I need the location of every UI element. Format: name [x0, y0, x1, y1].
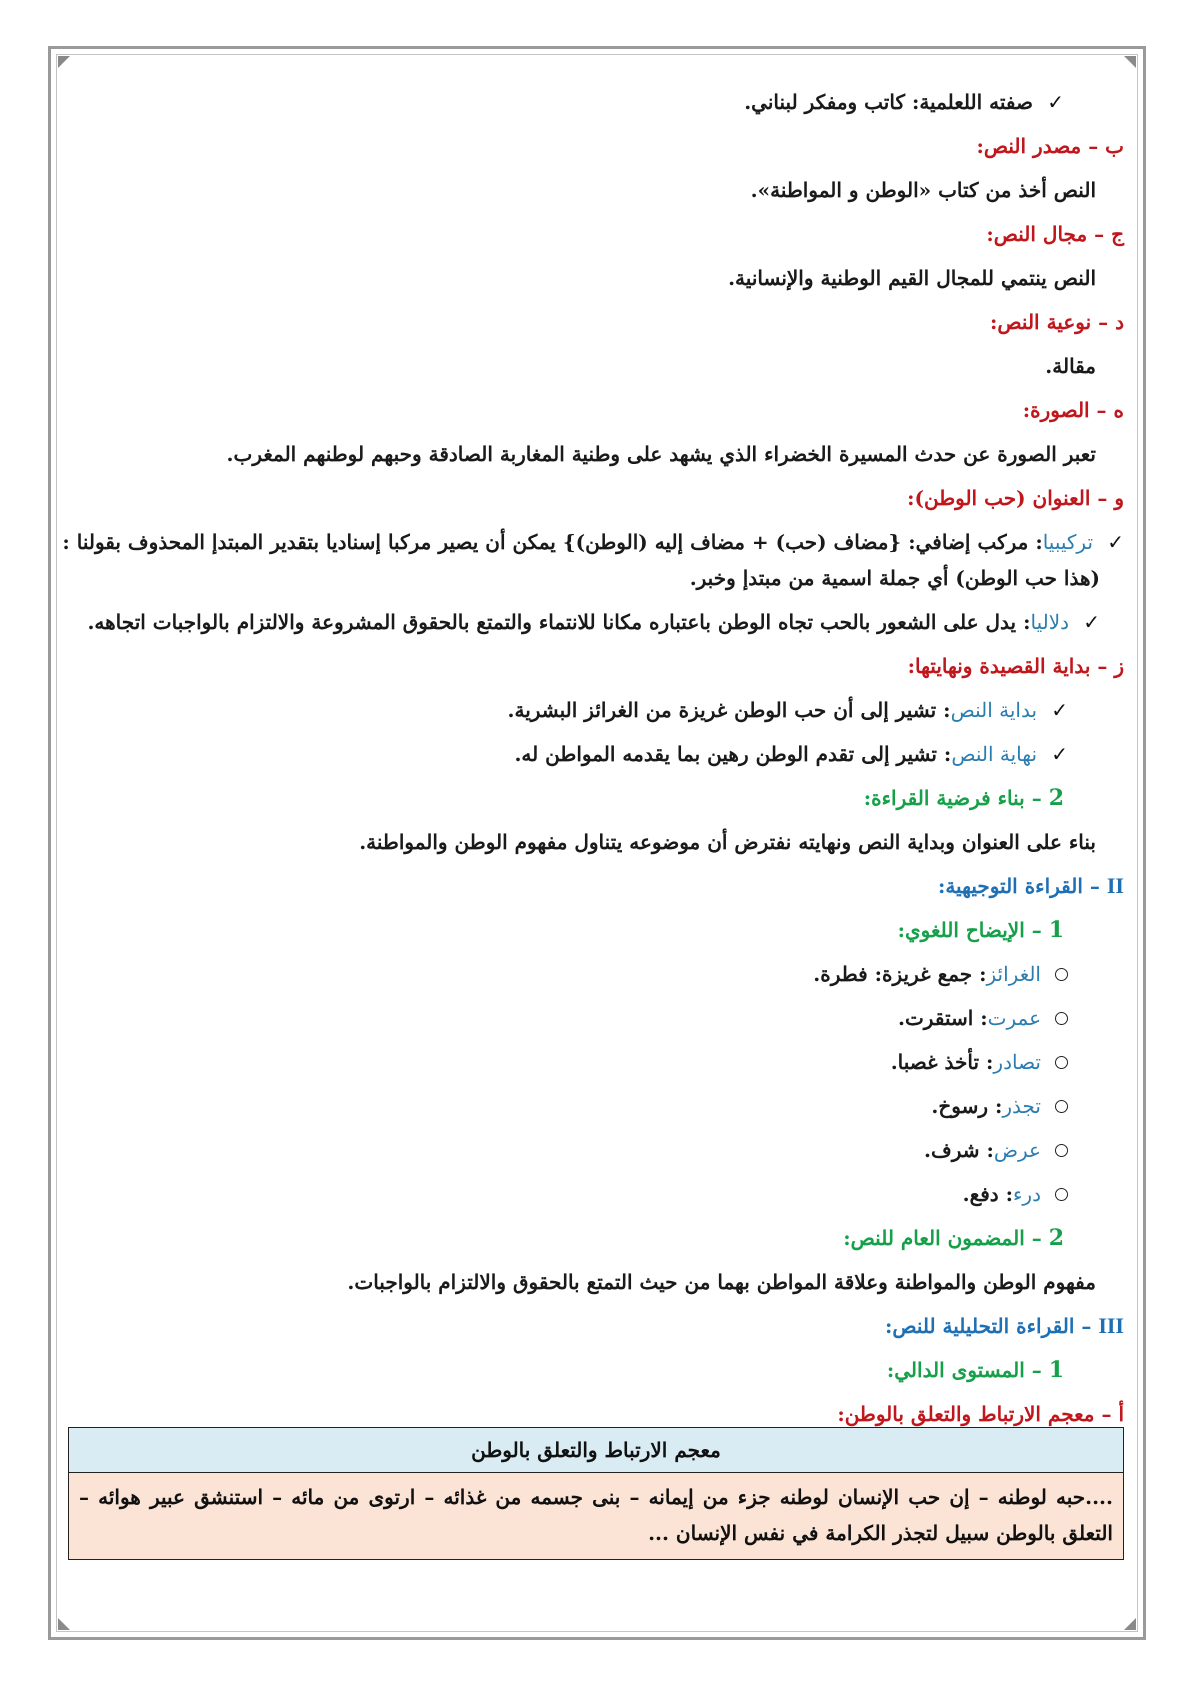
structural-label: تركيبيا [1042, 530, 1094, 554]
image-text: تعبر الصورة عن حدث المسيرة الخضراء الذي يشهد على وطنية المغاربة الصادقة وحبهم لوطنهم المغرب. [226, 442, 1096, 466]
check-icon: ✓ [1083, 610, 1100, 634]
text-start-text: : تشير إلى أن حب الوطن غريزة من الغرائز البشرية. [507, 698, 951, 722]
glossary-term: تصادر [993, 1050, 1041, 1074]
bullet-circle-icon [1055, 1056, 1068, 1069]
lexicon-table-cell: ....حبه لوطنه – إن حب الإنسان لوطنه جزء من إيمانه – بنى جسمه من غذائه – ارتوى من مائه – استنشق عبير هوائه – التعلق بالوطن سبيل لتجذر الكرامة في نفس الإنسان ... [69, 1473, 1123, 1559]
glossary-definition: : جمع غريزة: فطرة. [813, 962, 987, 986]
author-quality-text: صفته اللعلمية: كاتب ومفكر لبناني. [744, 90, 1034, 114]
text-end-text: : تشير إلى تقدم الوطن رهين بما يقدمه المواطن له. [514, 742, 952, 766]
section-numeral: II [1106, 873, 1124, 898]
structural-text: : مركب إضافي: {مضاف (حب) + مضاف إليه (الوطن)} يمكن أن يصير مركبا إسناديا بتقدير المبتدإ المحذوف بقولنا : [62, 530, 1043, 554]
section-number: 1 [1048, 917, 1064, 943]
semantic-text: : يدل على الشعور بالحب تجاه الوطن باعتباره مكانا للانتماء والتمتع بالحقوق المشروعة والالتزام بالواجبات اتجاهه. [87, 610, 1031, 634]
glossary-item [68, 1180, 1124, 1208]
glossary-item [68, 1048, 1124, 1076]
bullet-circle-icon [1055, 1100, 1068, 1113]
text-start-label: بداية النص [950, 698, 1038, 722]
glossary-item [68, 1092, 1124, 1120]
general-content-heading [68, 1224, 1124, 1252]
lexical-heading [68, 916, 1124, 944]
corner-ornament [58, 1618, 70, 1630]
hypothesis-heading [68, 784, 1124, 812]
section-number: 2 [1048, 785, 1064, 811]
lexicon-table-header: معجم الارتباط والتعلق بالوطن [69, 1428, 1123, 1473]
semantic-level-heading [68, 1356, 1124, 1384]
corner-ornament [1124, 1618, 1136, 1630]
hypothesis-title: – بناء فرضية القراءة: [863, 786, 1042, 810]
semantic-analysis-line [68, 608, 1124, 636]
guided-reading-title: – القراءة التوجيهية: [937, 874, 1100, 898]
lexicon-heading: أ – معجم الارتباط والتعلق بالوطن: [837, 1402, 1124, 1426]
glossary-definition: : استقرت. [898, 1006, 988, 1030]
glossary-item [68, 1004, 1124, 1032]
analytical-reading-heading [68, 1312, 1124, 1340]
document-body [62, 88, 1124, 1444]
analytical-reading-title: – القراءة التحليلية للنص: [884, 1314, 1092, 1338]
glossary-term: عمرت [987, 1006, 1041, 1030]
section-numeral: III [1098, 1313, 1124, 1338]
source-heading: ب – مصدر النص: [976, 134, 1124, 158]
bullet-circle-icon [1055, 968, 1068, 981]
type-heading: د – نوعية النص: [990, 310, 1124, 334]
field-text: النص ينتمي للمجال القيم الوطنية والإنسانية. [728, 266, 1096, 290]
guided-reading-heading [68, 872, 1124, 900]
bullet-circle-icon [1055, 1188, 1068, 1201]
check-icon: ✓ [1051, 698, 1068, 722]
text-start-line [68, 696, 1124, 724]
glossary-definition: : دفع. [962, 1182, 1014, 1206]
glossary-term: الغرائز [986, 962, 1041, 986]
glossary-term: تجذر [1002, 1094, 1041, 1118]
corner-ornament [1124, 56, 1136, 68]
lexical-title: – الإيضاح اللغوي: [897, 918, 1042, 942]
hypothesis-text: بناء على العنوان وبداية النص ونهايته نفترض أن موضوعه يتناول مفهوم الوطن والمواطنة. [359, 830, 1096, 854]
glossary-term: درء [1013, 1182, 1041, 1206]
corner-ornament [58, 56, 70, 68]
semantic-label: دلاليا [1030, 610, 1070, 634]
glossary-definition: : شرف. [924, 1138, 994, 1162]
text-end-label: نهاية النص [951, 742, 1038, 766]
glossary-item [68, 960, 1124, 988]
bullet-circle-icon [1055, 1012, 1068, 1025]
general-content-text: مفهوم الوطن والمواطنة وعلاقة المواطن بهما من حيث التمتع بالحقوق والالتزام بالواجبات. [347, 1270, 1096, 1294]
lexicon-table [68, 1427, 1124, 1560]
glossary-item [68, 1136, 1124, 1164]
bullet-circle-icon [1055, 1144, 1068, 1157]
section-number: 2 [1048, 1225, 1064, 1251]
glossary-term: عرض [993, 1138, 1041, 1162]
structural-analysis-line [62, 528, 1124, 556]
glossary-definition: : تأخذ غصبا. [890, 1050, 994, 1074]
image-heading: ه – الصورة: [1022, 398, 1124, 422]
field-heading: ج – مجال النص: [986, 222, 1124, 246]
title-heading: و – العنوان (حب الوطن): [907, 486, 1124, 510]
glossary-definition: : رسوخ. [931, 1094, 1003, 1118]
source-text: النص أخذ من كتاب «الوطن و المواطنة». [750, 178, 1096, 202]
check-icon: ✓ [1107, 530, 1124, 554]
start-end-heading: ز – بداية القصيدة ونهايتها: [907, 654, 1124, 678]
structural-continuation: (هذا حب الوطن) أي جملة اسمية من مبتدإ وخبر. [689, 566, 1100, 590]
section-number: 1 [1048, 1357, 1064, 1383]
check-icon: ✓ [1047, 90, 1064, 114]
author-quality-line [68, 88, 1124, 116]
general-content-title: – المضمون العام للنص: [843, 1226, 1042, 1250]
type-text: مقالة. [1045, 354, 1096, 378]
text-end-line [68, 740, 1124, 768]
check-icon: ✓ [1051, 742, 1068, 766]
semantic-level-title: – المستوى الدالي: [886, 1358, 1042, 1382]
